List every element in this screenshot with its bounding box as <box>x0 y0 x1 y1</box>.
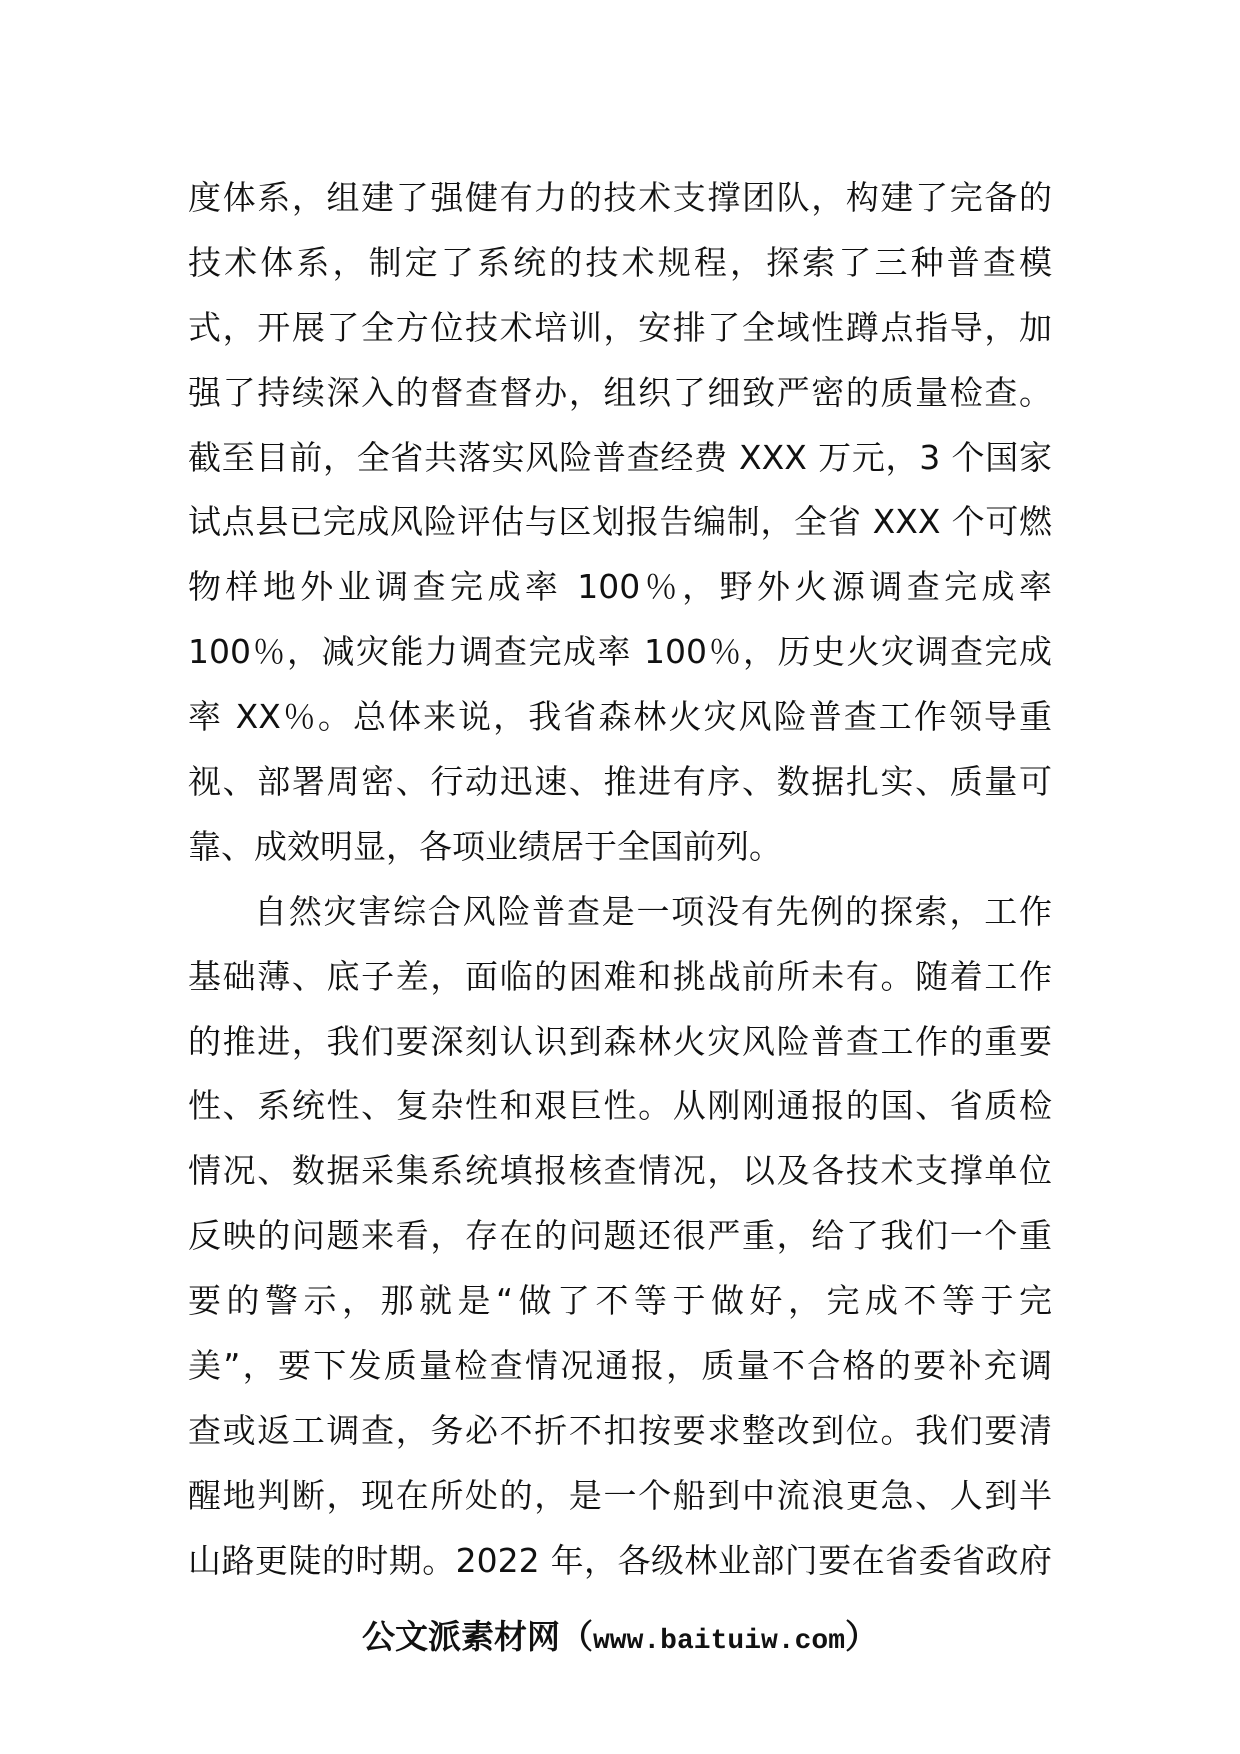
text-line: 度体系，组建了强健有力的技术支撑团队，构建了完备的 <box>188 178 1052 217</box>
text-line: 查或返工调查，务必不折不扣按要求整改到位。我们要清 <box>188 1410 1052 1450</box>
text-line: 性、系统性、复杂性和艰巨性。从刚刚通报的国、省质检 <box>188 1086 1052 1126</box>
footer-site-url: www.baituiw.com <box>592 1626 846 1657</box>
text-line: 美”，要下发质量检查情况通报，质量不合格的要补充调 <box>188 1346 1052 1386</box>
footer-site-name: 公文派素材网 <box>361 1617 560 1656</box>
text-line: 视、部署周密、行动迅速、推进有序、数据扎实、质量可 <box>188 762 1052 802</box>
text-line: 的推进，我们要深刻认识到森林火灾风险普查工作的重要 <box>188 1021 1052 1061</box>
text-line: 截至目前，全省共落实风险普查经费 XXX 万元，3 个国家 <box>188 437 1052 477</box>
text-line: 试点县已完成风险评估与区划报告编制，全省 XXX 个可燃 <box>188 502 1052 542</box>
text-line: 山路更陡的时期。2022 年，各级林业部门要在省委省政府 <box>188 1540 1052 1580</box>
paragraph <box>188 880 1052 1594</box>
text-line: 率 XX％。总体来说，我省森林火灾风险普查工作领导重 <box>188 697 1052 737</box>
text-line: 技术体系，制定了系统的技术规程，探索了三种普查模 <box>188 242 1052 282</box>
text-line: 要的警示，那就是“做了不等于做好，完成不等于完 <box>188 1281 1052 1321</box>
text-line: 自然灾害综合风险普查是一项没有先例的探索，工作 <box>254 891 1052 931</box>
text-line: 式，开展了全方位技术培训，安排了全域性蹲点指导，加 <box>188 307 1052 347</box>
document-body <box>188 166 1052 1594</box>
page-footer <box>0 1612 1240 1662</box>
text-line: 反映的问题来看，存在的问题还很严重，给了我们一个重 <box>188 1216 1052 1256</box>
text-line: 情况、数据采集系统填报核查情况，以及各技术支撑单位 <box>188 1151 1052 1191</box>
text-line: 物样地外业调查完成率 100％，野外火源调查完成率 <box>188 567 1052 607</box>
paragraph-continued <box>188 166 1052 880</box>
text-line: 醒地判断，现在所处的，是一个船到中流浪更急、人到半 <box>188 1475 1052 1515</box>
text-line: 靠、成效明显，各项业绩居于全国前列。 <box>188 826 782 866</box>
text-line: 100％，减灾能力调查完成率 100％，历史火灾调查完成 <box>188 632 1052 672</box>
text-line: 基础薄、底子差，面临的困难和挑战前所未有。随着工作 <box>188 956 1052 996</box>
footer-paren-close: ） <box>845 1617 879 1656</box>
text-line: 强了持续深入的督查督办，组织了细致严密的质量检查。 <box>188 372 1052 412</box>
footer-paren-open: （ <box>559 1617 593 1656</box>
